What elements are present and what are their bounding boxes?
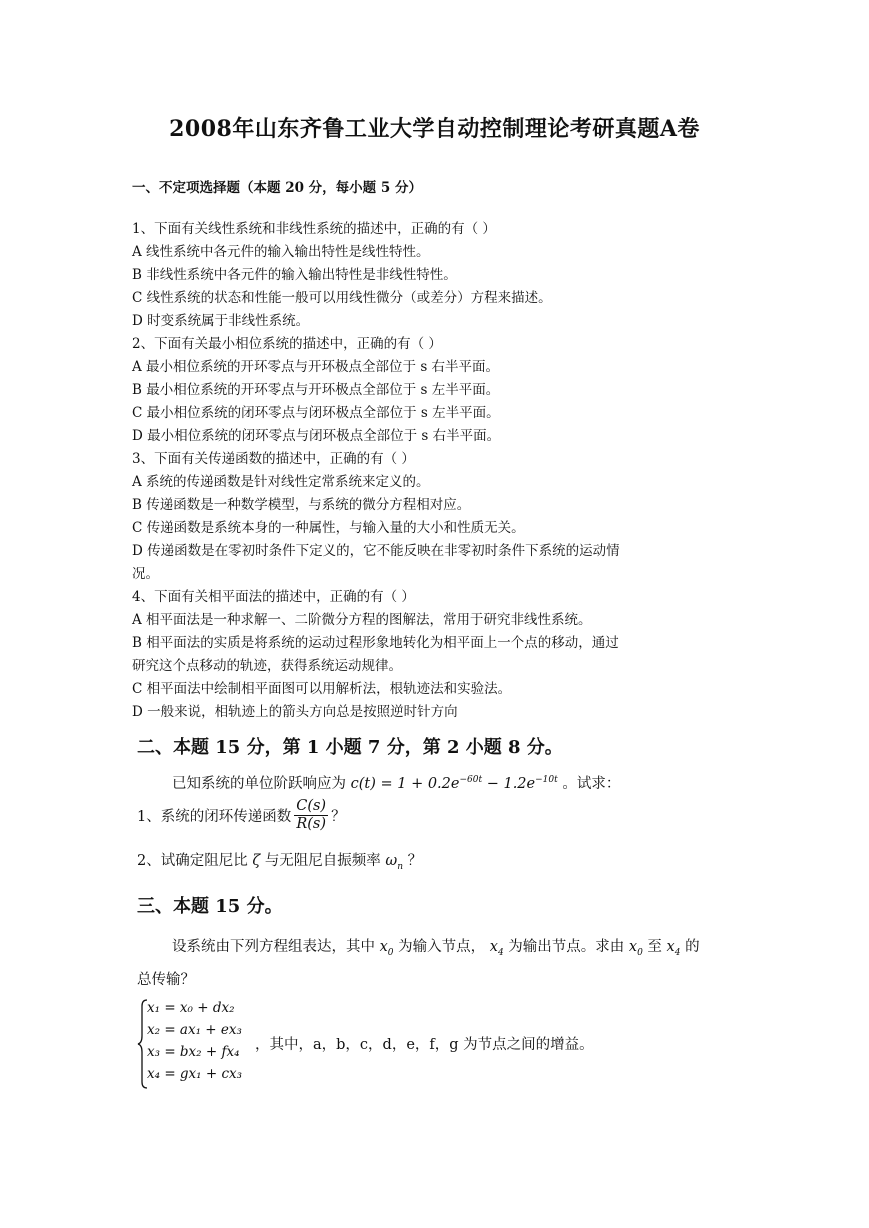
question-line: 2、下面有关最小相位系统的描述中，正确的有（ ） (132, 336, 442, 352)
transfer-function-fraction: $\frac{C(s)}{R(s)}$ (296, 798, 327, 832)
option-line: A 最小相位系统的开环零点与开环极点全部位于 s 右半平面。 (132, 359, 500, 375)
option-line: A 系统的传递函数是针对线性定常系统来定义的。 (132, 474, 430, 490)
x4-symbol: $x_4$ (489, 939, 504, 958)
section2-heading: 二、本题 15 分，第 1 小题 7 分，第 2 小题 8 分。 (137, 737, 563, 758)
equation-line: x₄ = gx₁ + cx₃ (147, 1066, 243, 1082)
option-line: B 相平面法的实质是将系统的运动过程形象地转化为相平面上一个点的移动，通过 (132, 635, 619, 651)
question-line: 4、下面有关相平面法的描述中，正确的有（ ） (132, 589, 415, 605)
intro-prefix: 已知系统的单位阶跃响应为 (172, 776, 346, 792)
section3-heading: 三、本题 15 分。 (137, 896, 283, 917)
omega-n-symbol: $\omega_n$ (385, 853, 404, 872)
option-line: B 传递函数是一种数学模型，与系统的微分方程相对应。 (132, 497, 471, 513)
option-line: C 传递函数是系统本身的一种属性，与输入量的大小和性质无关。 (132, 520, 525, 536)
option-line: D 一般来说，相轨迹上的箭头方向总是按照逆时针方向 (132, 704, 458, 720)
x0-symbol: $x_0$ (379, 939, 394, 958)
option-line: D 最小相位系统的闭环零点与闭环极点全部位于 s 右半平面。 (132, 428, 501, 444)
x4-symbol: $x_4$ (666, 939, 681, 958)
option-line: C 线性系统的状态和性能一般可以用线性微分（或差分）方程来描述。 (132, 290, 552, 306)
section1-questions (132, 218, 692, 724)
option-line: D 传递函数是在零初时条件下定义的，它不能反映在非零初时条件下系统的运动情 (132, 543, 620, 559)
section1-heading: 一、不定项选择题（本题 20 分，每小题 5 分） (132, 180, 422, 196)
option-line: C 最小相位系统的闭环零点与闭环极点全部位于 s 左半平面。 (132, 405, 500, 421)
option-line-continued: 研究这个点移动的轨迹，获得系统运动规律。 (132, 658, 402, 674)
section3-total-transmission: 总传输？ (137, 972, 195, 988)
section2-question2: 2、试确定阻尼比 ζ 与无阻尼自振频率 $\omega_n$ ？ (137, 853, 423, 872)
option-line: B 非线性系统中各元件的输入输出特性是非线性特性。 (132, 267, 457, 283)
option-line: B 最小相位系统的开环零点与开环极点全部位于 s 左半平面。 (132, 382, 500, 398)
option-line: A 相平面法是一种求解一、二阶微分方程的图解法，常用于研究非线性系统。 (132, 612, 592, 628)
option-line: D 时变系统属于非线性系统。 (132, 313, 310, 329)
section2-question1: 1、系统的闭环传递函数 $\frac{C(s)}{R(s)}$ ？ (137, 798, 346, 832)
option-line: C 相平面法中绘制相平面图可以用解析法，根轨迹法和实验法。 (132, 681, 512, 697)
equation-note: ，其中，a，b，c，d，e，f，g 为节点之间的增益。 (255, 1037, 594, 1053)
equation-line: x₁ = x₀ + dx₂ (147, 1000, 235, 1016)
section3-intro: 设系统由下列方程组表达，其中 $x_0$ 为输入节点， $x_4$ 为输出节点。求由 $x_0$ 至 $x_4$ 的 (172, 939, 700, 958)
equation-line: x₃ = bx₂ + fx₄ (147, 1044, 240, 1060)
question-line: 3、下面有关传递函数的描述中，正确的有（ ） (132, 451, 415, 467)
section2-intro (172, 772, 620, 793)
equation-system (137, 998, 257, 1090)
option-line-continued: 况。 (132, 566, 159, 582)
equation-line: x₂ = ax₁ + ex₃ (147, 1022, 242, 1038)
page-title: 2008年山东齐鲁工业大学自动控制理论考研真题A卷 (169, 116, 700, 142)
x0-symbol: $x_0$ (628, 939, 643, 958)
option-line: A 线性系统中各元件的输入输出特性是线性特性。 (132, 244, 430, 260)
intro-suffix: 。试求： (562, 776, 621, 792)
question-line: 1、下面有关线性系统和非线性系统的描述中，正确的有（ ） (132, 221, 496, 237)
step-response-formula: $c(t) = 1 + 0.2e^{-60t} - 1.2e^{-10t}$ (350, 775, 558, 792)
